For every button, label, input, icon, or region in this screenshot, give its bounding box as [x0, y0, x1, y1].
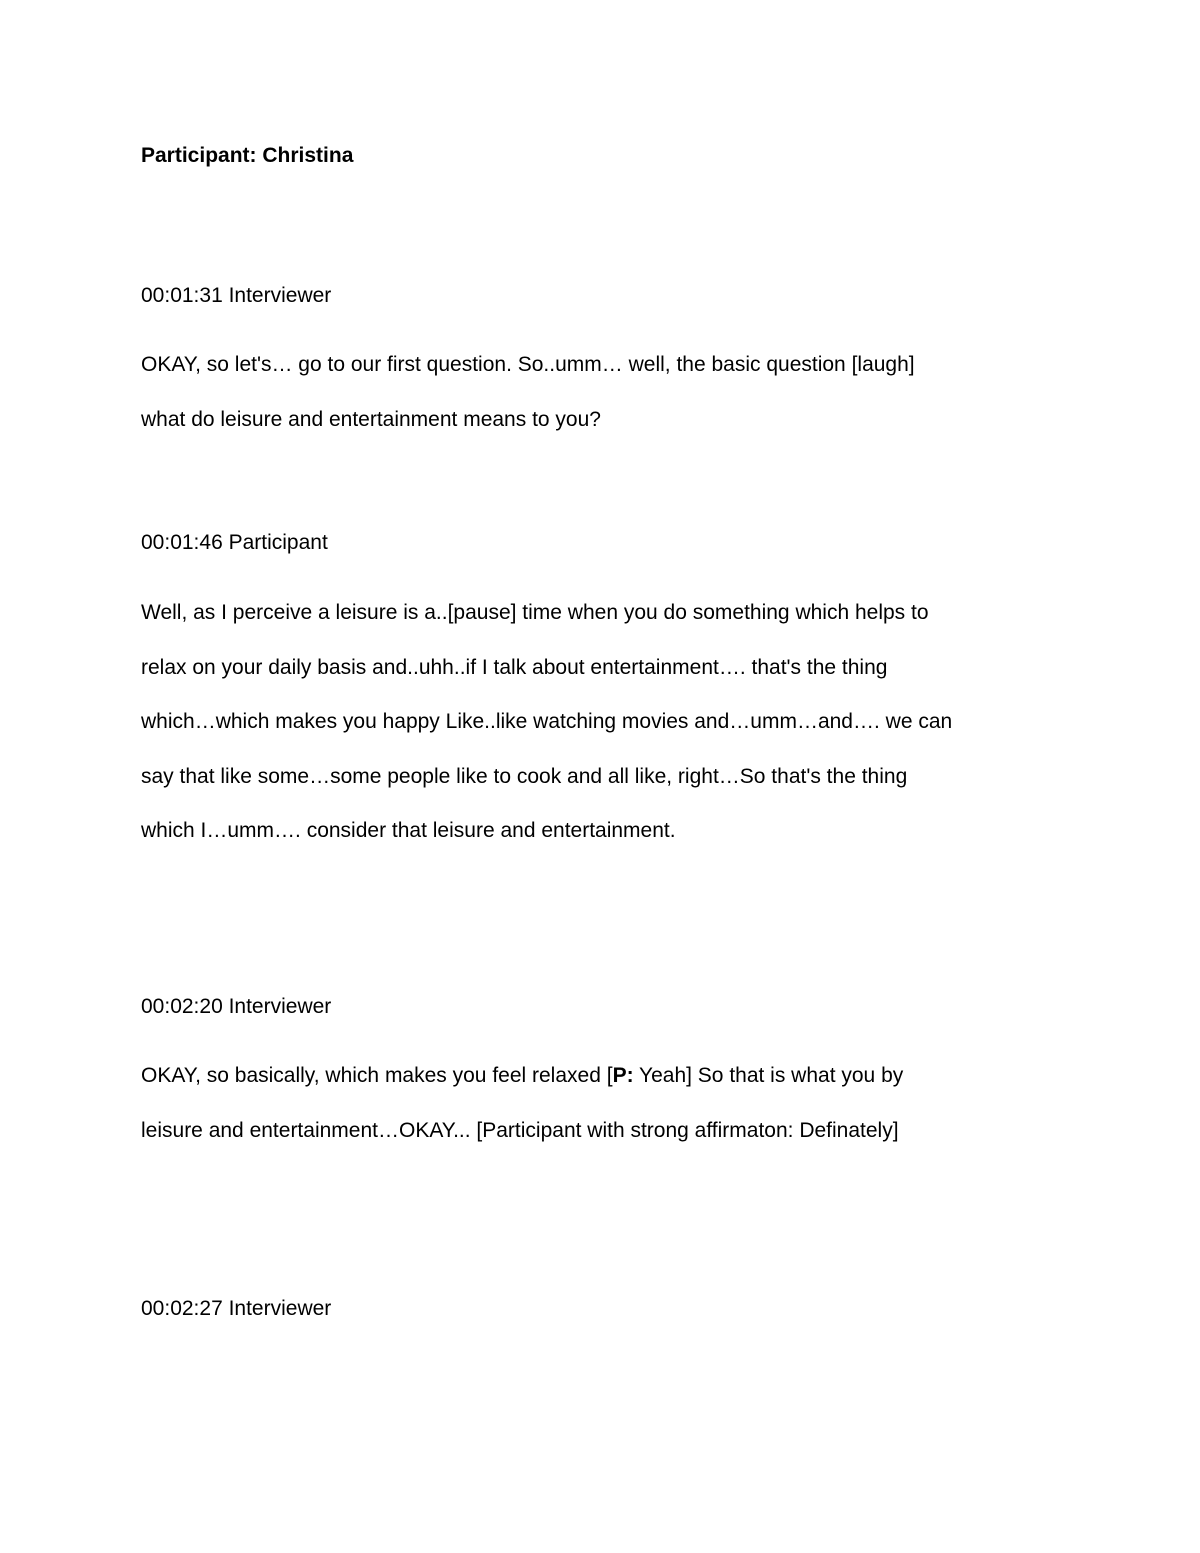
transcript-paragraph — [141, 1049, 1071, 1158]
transcript-text: Yeah] So that is what you by — [633, 1064, 904, 1087]
transcript-line: which…which makes you happy Like..like watching movies and…umm…and…. we can — [141, 710, 953, 733]
transcript-line: which I…umm…. consider that leisure and entertainment. — [141, 819, 676, 842]
transcript-line: relax on your daily basis and..uhh..if I talk about entertainment…. that's the thing — [141, 655, 888, 679]
participant-title: Participant: Christina — [141, 144, 354, 167]
timestamp-speaker-label: 00:02:20 Interviewer — [141, 995, 332, 1018]
transcript-line — [141, 1049, 1071, 1104]
transcript-paragraph — [141, 586, 1071, 859]
timestamp-speaker-label: 00:01:31 Interviewer — [141, 284, 332, 307]
transcript-line: say that like some…some people like to cook and all like, right…So that's the thing — [141, 764, 908, 788]
transcript-line: OKAY, so let's… go to our first question. So..umm… well, the basic question [laugh] — [141, 353, 915, 376]
transcript-line: Well, as I perceive a leisure is a..[pause] time when you do something which helps to — [141, 601, 929, 624]
transcript-text: OKAY, so basically, which makes you feel relaxed [ — [141, 1064, 613, 1087]
timestamp-speaker-label: 00:02:27 Interviewer — [141, 1297, 332, 1320]
timestamp-speaker-label: 00:01:46 Participant — [141, 531, 328, 554]
transcript-line: what do leisure and entertainment means to you? — [141, 407, 601, 431]
transcript-line: leisure and entertainment…OKAY... [Participant with strong affirmaton: Definately] — [141, 1118, 899, 1142]
transcript-paragraph — [141, 338, 1071, 447]
speaker-marker: P: — [612, 1064, 634, 1087]
